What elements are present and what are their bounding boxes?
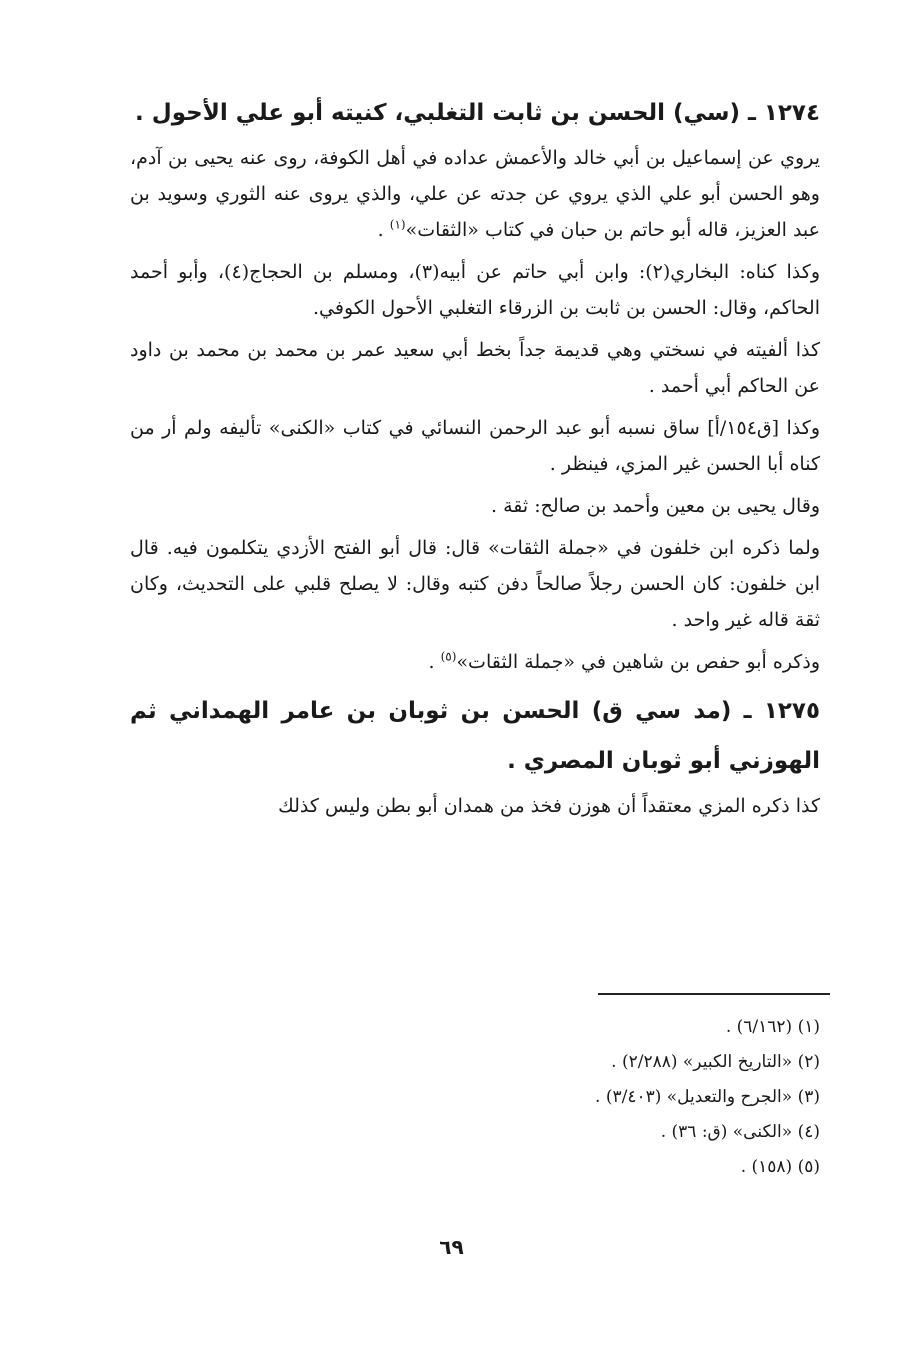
footnote-divider <box>598 993 830 995</box>
paragraph: وقال يحيى بن معين وأحمد بن صالح: ثقة . <box>491 495 820 517</box>
paragraph-tail: . <box>377 219 390 241</box>
paragraph: كذا ذكره المزي معتقداً أن هوزن فخذ من همدان أبو بطن وليس كذلك <box>278 795 820 817</box>
paragraph-tail: . <box>428 651 441 673</box>
footnote-ref: (٥) <box>440 649 457 664</box>
footnote-2: (٢) «التاريخ الكبير» (٢/٢٨٨) . <box>611 1052 820 1072</box>
footnote-ref: (١) <box>389 217 406 232</box>
paragraph <box>130 644 820 680</box>
paragraph: وكذا [ق١٥٤/أ] ساق نسبه أبو عبد الرحمن النسائي في كتاب «الكنى» تأليفه ولم أر من كناه أبا الحسن غير المزي، فينظر . <box>130 417 821 475</box>
paragraph: كذا ألفيته في نسختي وهي قديمة جداً بخط أبي سعيد عمر بن محمد بن محمد بن داود عن الحاكم أبي أحمد . <box>130 339 820 397</box>
main-text <box>130 88 820 830</box>
entry-heading-1275: ١٢٧٥ ـ (مد سي ق) الحسن بن ثوبان بن عامر الهمداني ثم الهوزني أبو ثوبان المصري . <box>130 698 820 774</box>
footnotes <box>330 1010 820 1185</box>
paragraph <box>130 140 820 248</box>
footnote-1: (١) (٦/١٦٢) . <box>725 1017 820 1037</box>
paragraph: ولما ذكره ابن خلفون في «جملة الثقات» قال: قال أبو الفتح الأزدي يتكلمون فيه. قال ابن خلفون: كان الحسن رجلاً صالحاً دفن كتبه وقال: لا يصلح قلبي على التحديث، وكان ثقة قاله غير واحد . <box>130 537 820 631</box>
page-number: ٦٩ <box>439 1235 464 1259</box>
entry-heading-1274: ١٢٧٤ ـ (سي) الحسن بن ثابت التغلبي، كنيته أبو علي الأحول . <box>135 100 820 126</box>
footnote-3: (٣) «الجرح والتعديل» (٣/٤٠٣) . <box>595 1087 820 1107</box>
footnote-5: (٥) (١٥٨) . <box>740 1157 820 1177</box>
paragraph-text: يروي عن إسماعيل بن أبي خالد والأعمش عداده في أهل الكوفة، روى عنه يحيى بن آدم، وهو الحسن أبو علي الذي يروي عن جدته عن علي، والذي يروى عنه الثوري وسويد بن عبد العزيز، قاله أبو حاتم بن حبان في كتاب «الثقات» <box>130 147 820 241</box>
paragraph-text: وذكره أبو حفص بن شاهين في «جملة الثقات» <box>456 651 820 673</box>
footnote-4: (٤) «الكنى» (ق: ٣٦) . <box>660 1122 820 1142</box>
paragraph: وكذا كناه: البخاري(٢): وابن أبي حاتم عن أبيه(٣)، ومسلم بن الحجاج(٤)، وأبو أحمد الحاكم، وقال: الحسن بن ثابت بن الزرقاء التغلبي الأحول الكوفي. <box>130 261 820 319</box>
